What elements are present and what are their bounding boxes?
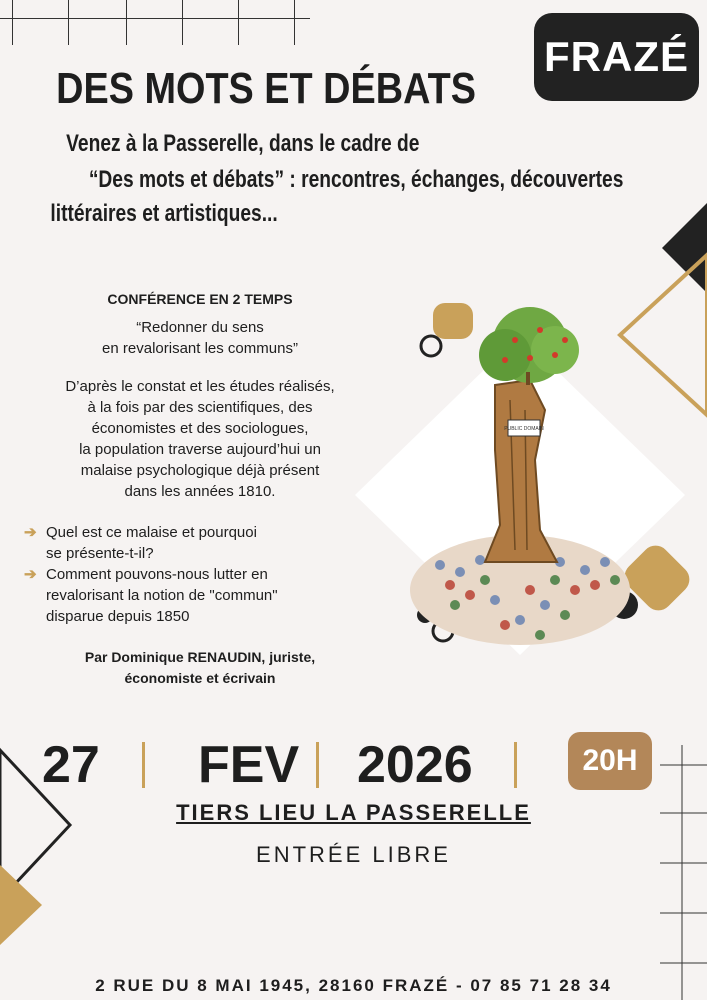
tree-illustration — [345, 300, 690, 665]
arrow-right-icon: ➔ — [24, 524, 37, 541]
bullet-line: Quel est ce malaise et pourquoi — [46, 524, 257, 541]
bullet-line: Comment pouvons-nous lutter en — [46, 566, 268, 583]
description-line: économistes et des sociologues, — [91, 420, 309, 437]
list-item — [24, 564, 344, 627]
question-list — [24, 522, 344, 627]
event-time: 20H — [568, 732, 652, 790]
author-line: Par Dominique RENAUDIN, juriste, — [84, 649, 316, 665]
grid-decoration-bottom-right — [660, 745, 707, 1000]
quote-line: en revalorisant les communs” — [102, 340, 298, 357]
author-line: économiste et écrivain — [124, 670, 276, 686]
conference-quote — [30, 317, 370, 359]
bullet-line: revalorisant la notion de "commun" — [46, 587, 278, 604]
gold-circle — [433, 303, 473, 339]
conference-title: CONFÉRENCE EN 2 TEMPS — [107, 291, 293, 307]
address-contact: 2 RUE DU 8 MAI 1945, 28160 FRAZÉ - 07 85 71 28 34 — [95, 976, 612, 995]
ring-decoration — [421, 336, 441, 356]
location-badge: FRAZÉ — [534, 13, 699, 101]
conference-description — [30, 376, 370, 502]
date-separator — [316, 742, 319, 788]
date-separator — [514, 742, 517, 788]
event-month: FEV — [198, 736, 300, 794]
bullet-line: se présente-t-il? — [46, 545, 154, 562]
grid-decoration-top-left — [0, 0, 310, 60]
subtitle-line-3: littéraires et artistiques... — [50, 200, 278, 227]
arrow-right-icon: ➔ — [24, 566, 37, 583]
svg-text:PUBLIC DOMAIN: PUBLIC DOMAIN — [504, 426, 544, 432]
entry-info: ENTRÉE LIBRE — [256, 842, 451, 867]
description-line: à la fois par des scientifiques, des — [87, 399, 313, 416]
description-line: malaise psychologique déjà présent — [80, 462, 320, 479]
list-item — [24, 522, 344, 564]
author-credit — [20, 647, 380, 689]
subtitle-line-2: “Des mots et débats” : rencontres, échanges, découvertes — [88, 166, 624, 193]
venue — [0, 800, 707, 826]
event-day: 27 — [42, 736, 100, 794]
event-year: 2026 — [357, 736, 473, 794]
tree-foliage — [479, 307, 579, 385]
bullet-line: disparue depuis 1850 — [46, 608, 190, 625]
page-title: DES MOTS ET DÉBATS — [56, 64, 476, 113]
quote-line: “Redonner du sens — [136, 319, 264, 336]
venue-name: TIERS LIEU LA PASSERELLE — [176, 800, 531, 825]
description-line: la population traverse aujourd’hui un — [79, 441, 321, 458]
description-line: dans les années 1810. — [124, 483, 276, 500]
date-separator — [142, 742, 145, 788]
description-line: D’après le constat et les études réalisés, — [65, 378, 335, 395]
subtitle-line-1: Venez à la Passerelle, dans le cadre de — [66, 130, 420, 157]
